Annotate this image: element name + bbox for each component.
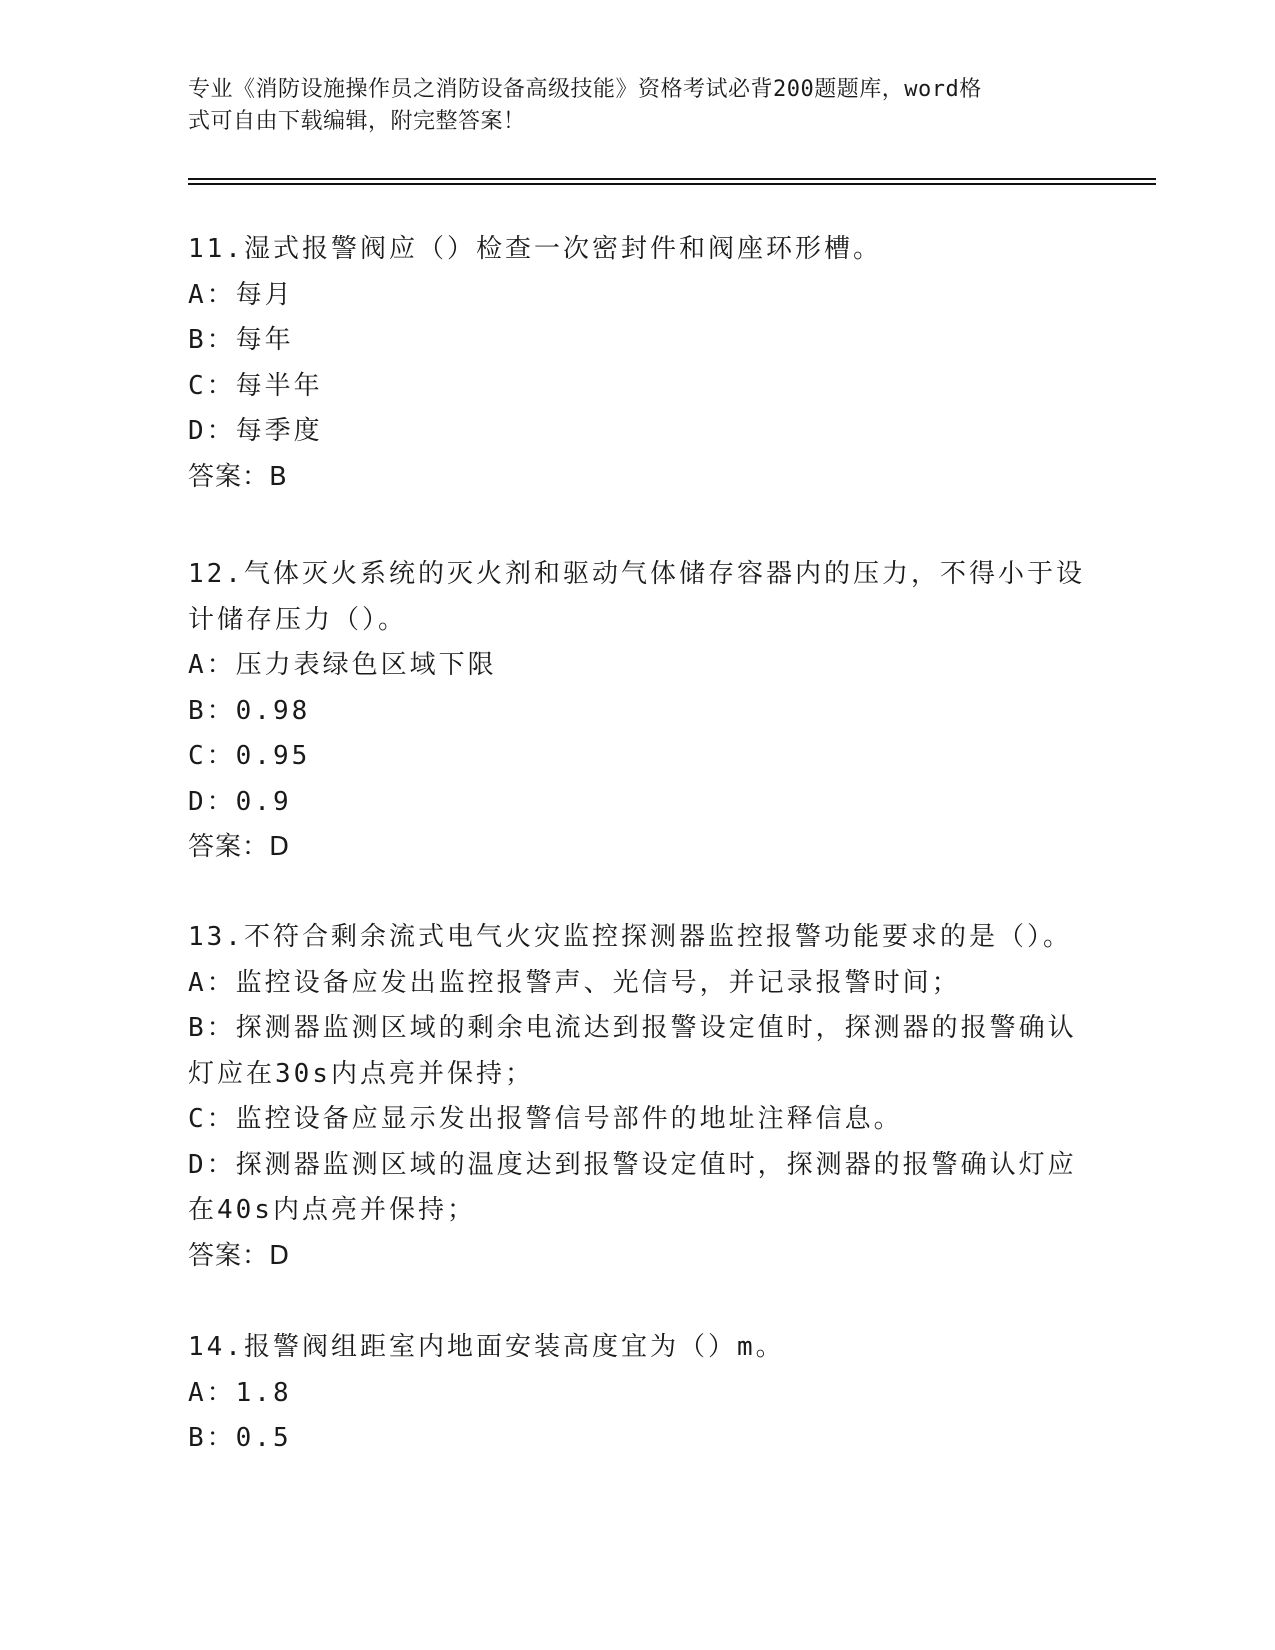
option-b: B：探测器监测区域的剩余电流达到报警设定值时，探测器的报警确认 [188, 1013, 1077, 1043]
option-c: C：每半年 [188, 370, 323, 401]
option-a: A：每月 [188, 279, 294, 310]
option-b-continued: 灯应在30s内点亮并保持； [188, 1058, 534, 1089]
header-line-2: 式可自由下载编辑，附完整答案！ [188, 109, 526, 134]
answer-line: 答案：B [188, 461, 288, 492]
question-14 [188, 1325, 1078, 1462]
question-stem: 13.不符合剩余流式电气火灾监控探测器监控报警功能要求的是（）。 [188, 922, 1072, 952]
option-d: D：每季度 [188, 416, 323, 446]
question-11 [188, 227, 1078, 500]
answer-line: 答案：D [188, 832, 291, 862]
answer-line: 答案：D [188, 1240, 291, 1271]
option-d: D：探测器监测区域的温度达到报警设定值时，探测器的报警确认灯应 [188, 1149, 1077, 1180]
option-d: D：0.9 [188, 786, 292, 817]
option-a: A：1.8 [188, 1377, 292, 1408]
question-stem-continued: 计储存压力（）。 [188, 604, 408, 635]
question-stem: 11.湿式报警阀应（）检查一次密封件和阀座环形槽。 [188, 234, 882, 264]
question-stem: 14.报警阀组距室内地面安装高度宜为（）m。 [188, 1332, 785, 1362]
option-b: B：0.5 [188, 1423, 292, 1453]
question-13 [188, 915, 1078, 1279]
option-c: C：监控设备应显示发出报警信号部件的地址注释信息。 [188, 1104, 903, 1134]
document-header [188, 74, 1068, 138]
option-a: A：监控设备应发出监控报警声、光信号，并记录报警时间； [188, 967, 961, 998]
option-b: B：0.98 [188, 695, 311, 726]
option-a: A：压力表绿色区域下限 [188, 650, 497, 680]
option-c: C：0.95 [188, 741, 311, 771]
option-b: B：每年 [188, 325, 294, 355]
header-line-1: 专业《消防设施操作员之消防设备高级技能》资格考试必背200题题库，word格 [188, 77, 982, 102]
option-d-continued: 在40s内点亮并保持； [188, 1195, 476, 1225]
header-rule-top [188, 178, 1156, 180]
question-12 [188, 552, 1085, 871]
header-rule-bottom [188, 183, 1156, 185]
question-stem: 12.气体灭火系统的灭火剂和驱动气体储存容器内的压力，不得小于设 [188, 559, 1085, 589]
